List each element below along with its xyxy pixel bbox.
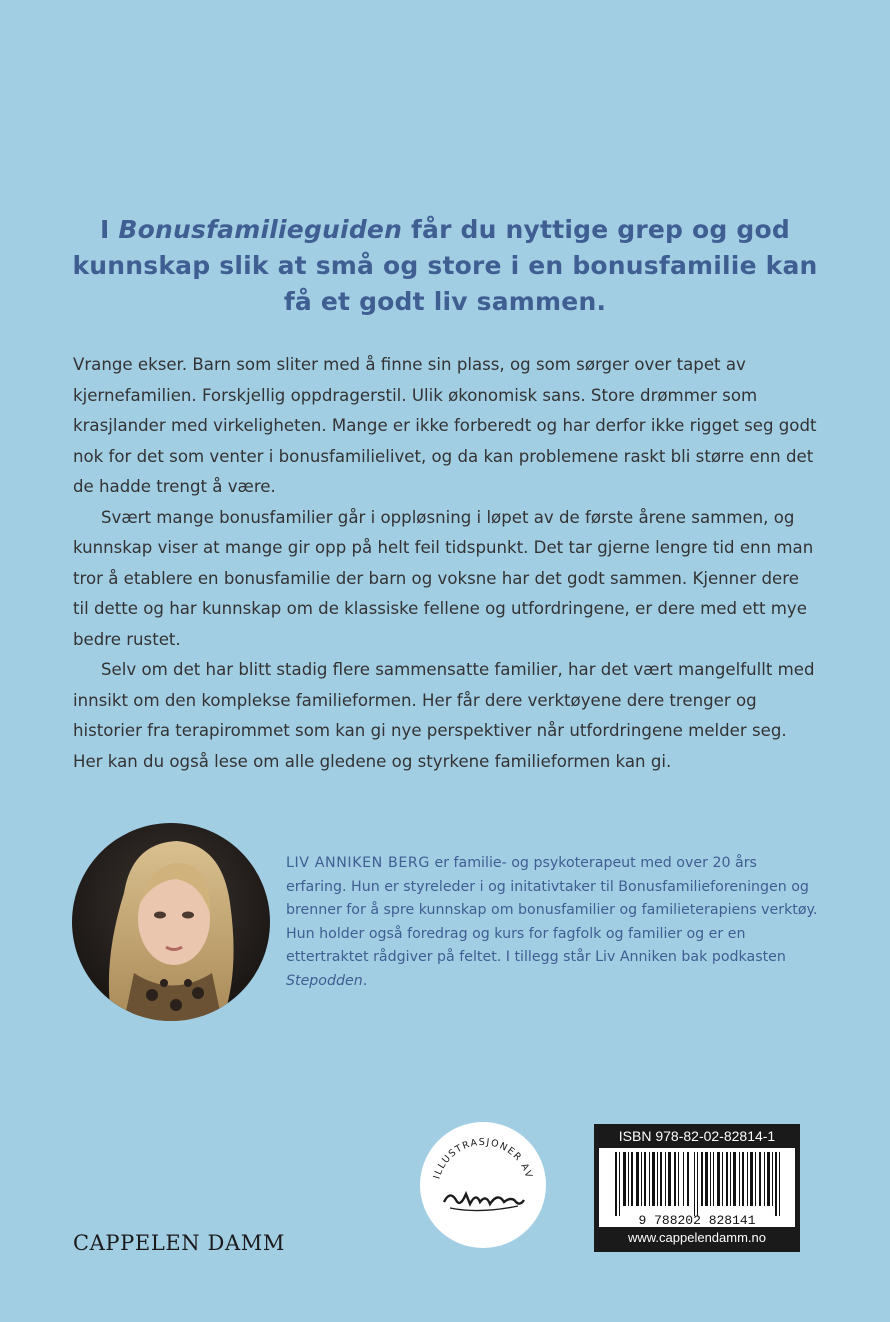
- author-bio-text: er familie- og psykoterapeut med over 20 års erfaring. Hun er styreleder i og initativtaker til Bonusfamilieforeningen og brenner for å spre kunnskap om bonusfamilier og familieterapiens verktøy. Hun holder også foredrag og kurs for fagfolk og familier og er en ettertraktet rådgiver på feltet. I tillegg står Liv Anniken bak podkasten: [286, 855, 818, 966]
- tagline: [60, 212, 830, 320]
- blurb-paragraph-1: Vrange ekser. Barn som sliter med å finne sin plass, og som sørger over tapet av kjernefamilien. Forskjellig oppdragerstil. Ulik økonomisk sans. Store drømmer som krasjlander med virkeligheten. Mange er ikke forberedt og har derfor ikke rigget seg godt nok for det som venter i bonusfamilielivet, og da kan problemene raskt bli større enn det de hadde trengt å være.: [73, 355, 817, 496]
- blurb: [73, 350, 818, 777]
- tagline-rest: får du nyttige grep og god kunnskap slik at små og store i en bonusfamilie kan få et godt liv sammen.: [72, 215, 818, 316]
- blurb-paragraph-3: Selv om det har blitt stadig flere sammensatte familier, har det vært mangelfullt med innsikt om den komplekse familieformen. Her får dere verktøyene dere trenger og historier fra terapirommet som kan gi nye perspektiver når utfordringene melder seg. Her kan du også lese om alle gledene og styrkene familieformen kan gi.: [73, 660, 815, 771]
- barcode-number: 9 788202 828141: [638, 1213, 756, 1227]
- podcast-name: Stepodden: [286, 972, 363, 989]
- blurb-paragraph-2: Svært mange bonusfamilier går i oppløsning i løpet av de første årene sammen, og kunnskap viser at mange gir opp på helt feil tidspunkt. Det tar gjerne lengre tid enn man tror å etablere en bonusfamilie der barn og voksne har det godt sammen. Kjenner dere til dette og har kunnskap om de klassiske fellene og utfordringene, er dere med ett mye bedre rustet.: [73, 507, 814, 649]
- illustrator-signature: [444, 1194, 524, 1204]
- illustrator-badge-art: [420, 1122, 546, 1248]
- barcode-bars: [599, 1148, 795, 1227]
- author-photo: [72, 823, 270, 1021]
- publisher-url: www.cappelendamm.no: [627, 1230, 767, 1245]
- illustrator-label: ILLUSTRASJONER AV: [431, 1136, 535, 1181]
- author-portrait-illustration: [72, 823, 270, 1021]
- barcode: [599, 1148, 795, 1227]
- publisher-logo: CAPPELEN DAMM: [73, 1231, 285, 1255]
- author-name: LIV ANNIKEN BERG: [286, 855, 430, 871]
- illustrator-badge: [420, 1122, 546, 1248]
- author-bio-end: .: [362, 972, 368, 989]
- book-title: Bonusfamilieguiden: [118, 215, 403, 244]
- tagline-prefix: I: [99, 215, 119, 244]
- isbn-label: ISBN 978-82-02-82814-1: [618, 1128, 776, 1144]
- author-bio: [286, 852, 818, 994]
- barcode-box: [594, 1124, 800, 1252]
